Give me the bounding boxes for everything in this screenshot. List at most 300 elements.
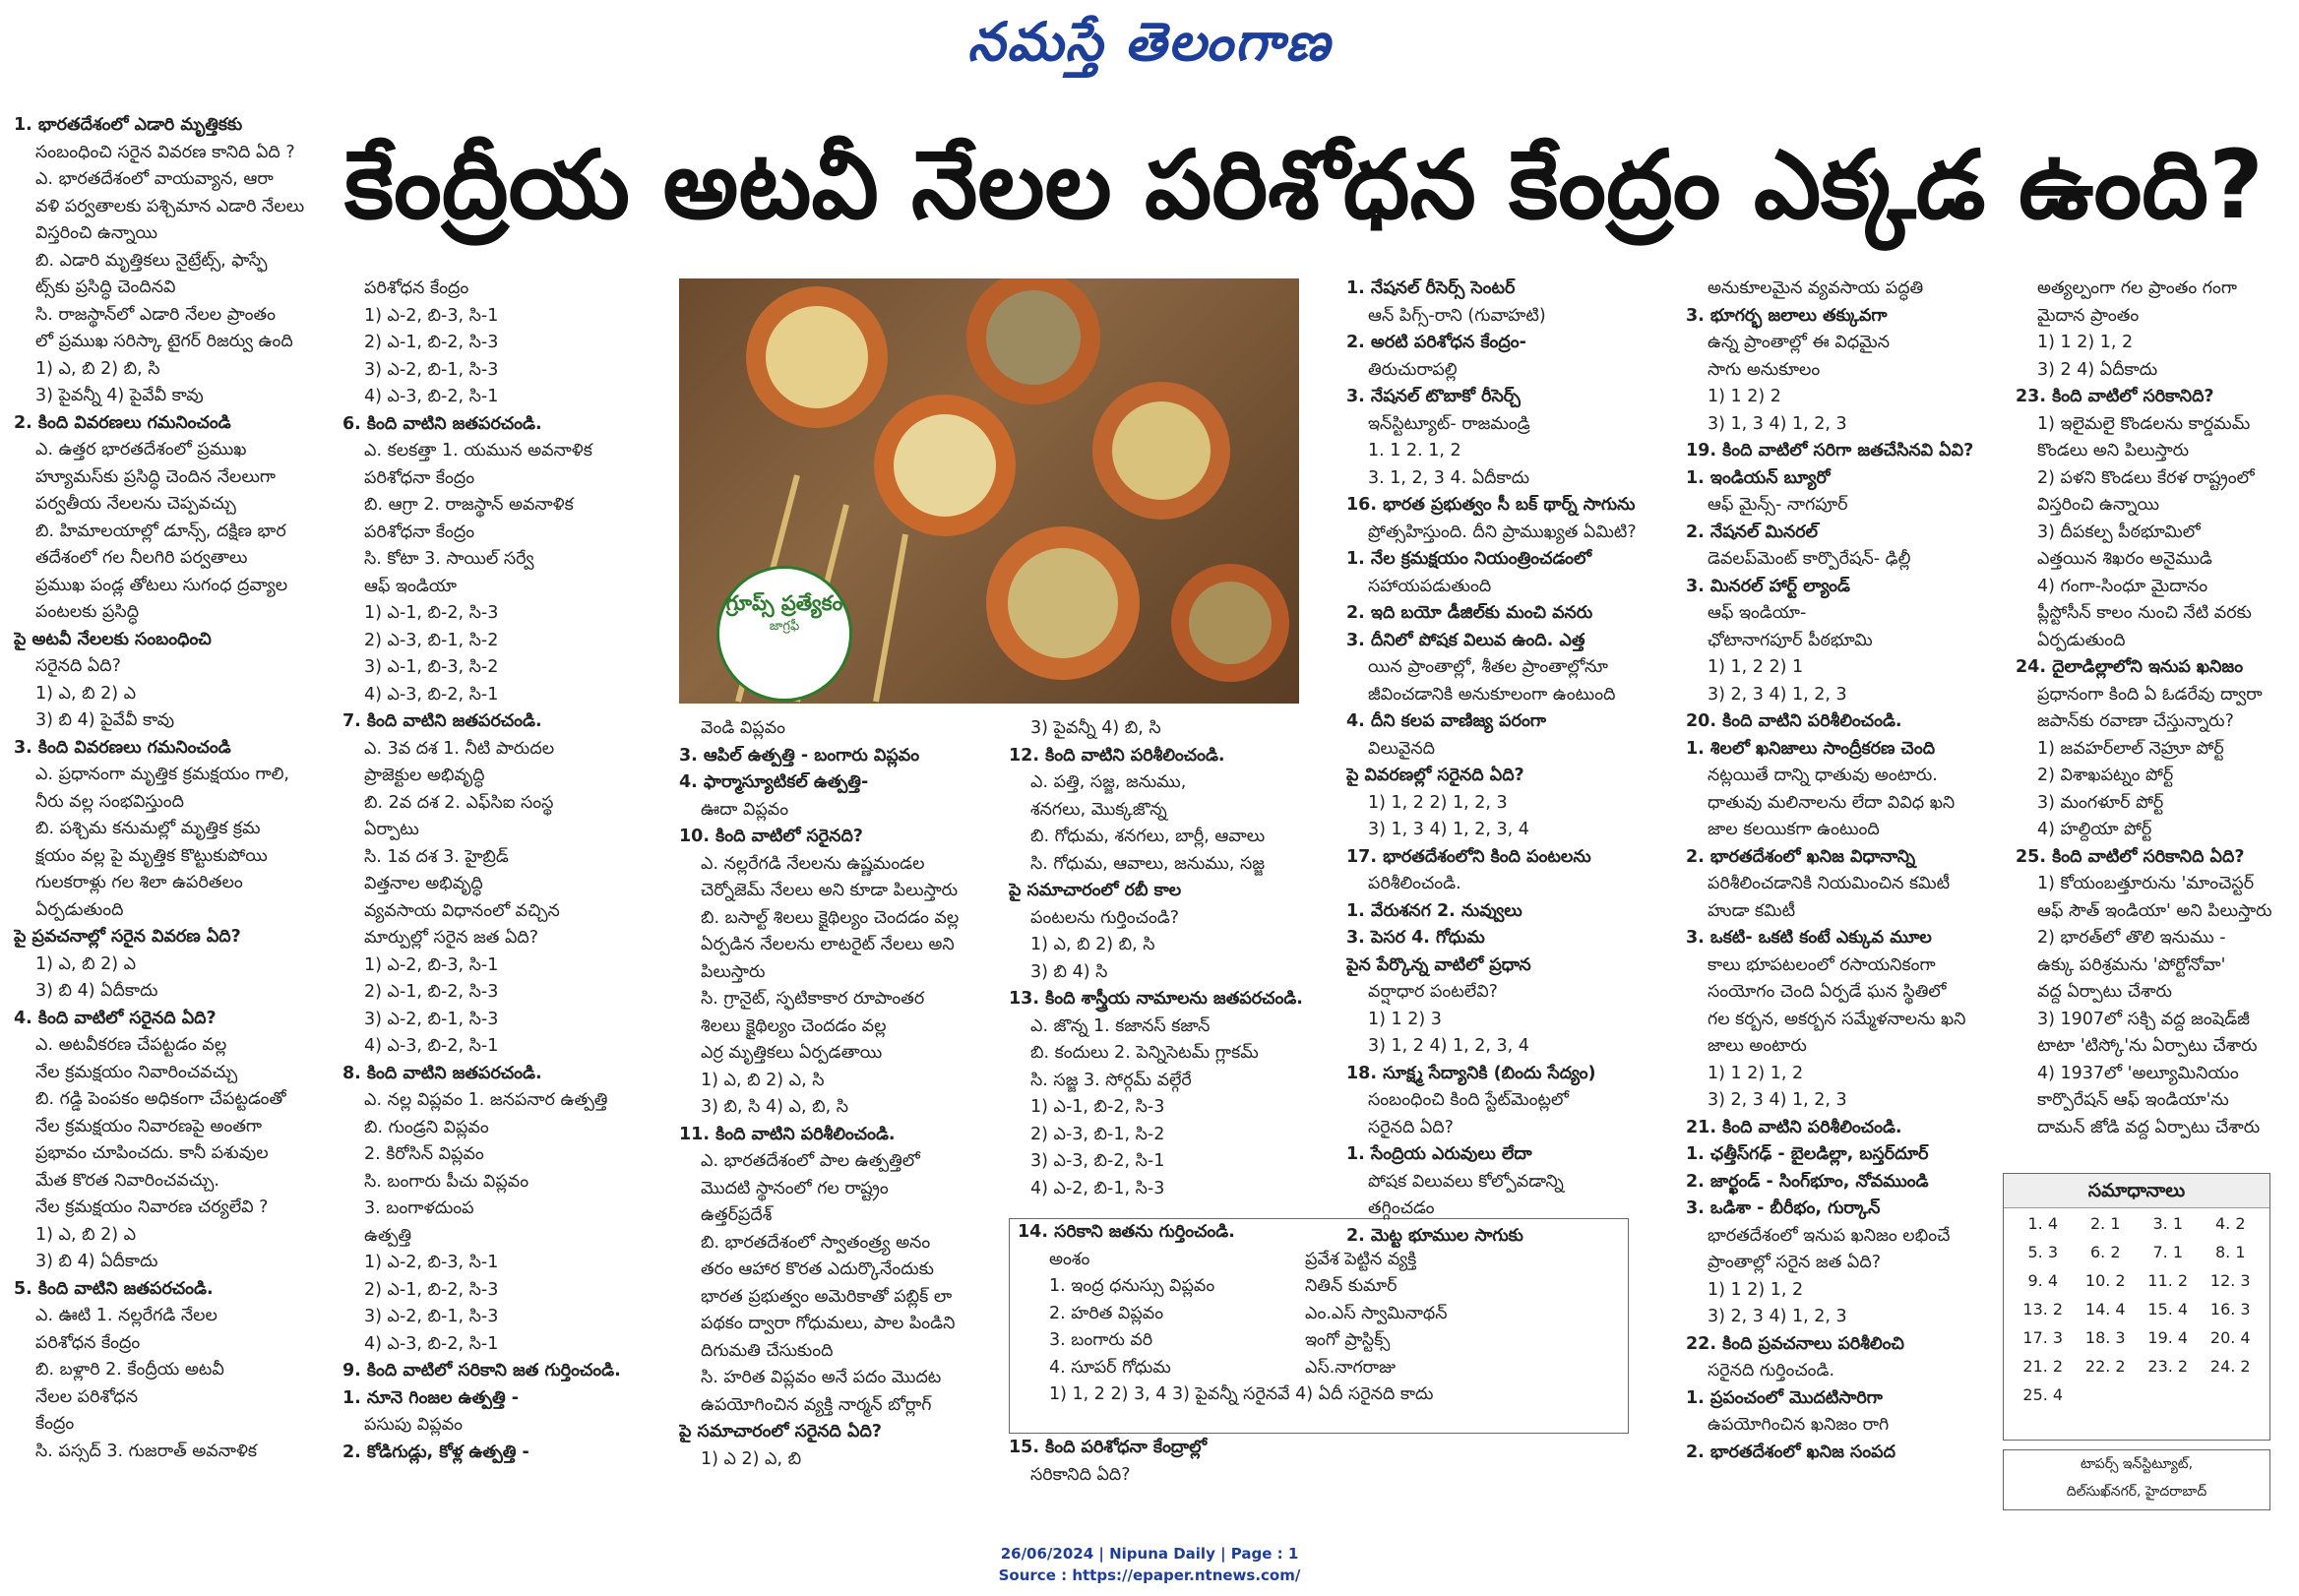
text-line: అత్యల్పంగా గల ప్రాంతం గంగా — [2037, 278, 2237, 298]
q14-header-person: ప్రవేశ పెట్టిన వ్యక్తి — [1305, 1249, 1417, 1269]
text-line: 2. కోడిగుడ్లు, కోళ్ల ఉత్పత్తి - — [342, 1442, 529, 1462]
answer-item: 24. 2 — [2209, 1357, 2251, 1376]
text-line: ప్రోత్సహిస్తుంది. దీని ప్రాముఖ్యత ఏమిటి? — [1368, 522, 1637, 542]
text-line: 1. ప్రపంచంలో మొదటిసారిగా — [1686, 1387, 1883, 1408]
text-line: సి. గ్రానైట్, స్ఫటికాకార రూపాంతర — [701, 989, 925, 1009]
q14-person: నితిన్ కుమార్ — [1305, 1276, 1398, 1296]
text-line: ఎ. జొన్న 1. కజానస్ కజాన్ — [1030, 1015, 1211, 1036]
text-line: వ్యవసాయ విధానంలో వచ్చిన — [364, 900, 560, 921]
answers-grid — [2004, 1208, 2269, 1410]
text-line: 3) 1, 3 4) 1, 2, 3 — [1708, 413, 1847, 434]
text-line: 4) 1937లో 'అల్యూమినియం — [2037, 1063, 2239, 1083]
headline: కేంద్రీయ అటవీ నేలల పరిశోధన కేంద్రం ఎక్కడ ఉంది? — [344, 130, 2264, 240]
text-line: 3) బి, సి 4) ఎ, బి, సి — [701, 1097, 848, 1117]
answer-item: 7. 1 — [2152, 1243, 2184, 1261]
text-line: 2) పళని కొండలు కేరళ రాష్ట్రంలో — [2037, 467, 2255, 488]
text-line: 22. కింది ప్రవచనాలు పరిశీలించి — [1686, 1333, 1904, 1354]
text-line: 1) ఎ, బి 2) ఎ — [35, 683, 137, 704]
text-line: 10. కింది వాటిలో సరైనది? — [679, 827, 863, 846]
text-line: పై సమాచారంలో సరైనది ఏది? — [679, 1422, 882, 1442]
credit-line-2: దిల్‌సుఖ్‌నగర్, హైదరాబాద్ — [2066, 1484, 2207, 1500]
text-line: విస్తరించి ఉన్నాయి — [2037, 495, 2160, 515]
text-line: నట్లయితే దాన్ని ధాతువు అంటారు. — [1708, 766, 1938, 785]
text-line: దిగుమతి చేసుకుంది — [701, 1340, 834, 1361]
text-line: 1) కోయంబత్తూరును 'మాంచెస్టర్ — [2037, 874, 2255, 893]
text-line: బి. కందులు 2. పెన్నిసెటమ్ గ్లాకమ్ — [1030, 1043, 1259, 1063]
text-line: ఉత్తర్‌ప్రదేశ్ — [701, 1205, 773, 1225]
answer-item: 12. 3 — [2209, 1271, 2251, 1290]
text-line: 2) ఎ-1, బి-2, సి-3 — [364, 333, 499, 352]
answer-item: 4. 2 — [2214, 1214, 2246, 1233]
text-line: 2. మెట్ట భూముల సాగుకు — [1346, 1225, 1523, 1246]
text-line: 3. కింది వివరణలు గమనించండి — [14, 737, 231, 758]
q14-topic: 3. బంగారు వరి — [1049, 1330, 1153, 1350]
text-line: చెర్నోజెమ్ నేలలు అని కూడా పిలుస్తారు — [701, 881, 959, 900]
text-line: 3. ఒకటి- ఒకటి కంటే ఎక్కువ మూల — [1686, 928, 1932, 948]
text-line: ఎ. భారతదేశంలో పాల ఉత్పత్తిలో — [701, 1151, 920, 1171]
text-line: 4) ఎ-3, బి-2, సి-1 — [364, 684, 499, 705]
text-line: పరిశీలించండి. — [1368, 874, 1461, 893]
text-line: 16. భారత ప్రభుత్వం సీ బక్ థార్న్ సాగును — [1346, 495, 1636, 515]
groups-special-badge — [716, 566, 852, 702]
text-line: ఛోటానాగపూర్ పీఠభూమి — [1708, 630, 1873, 650]
text-line: భారతదేశంలో ఇనుప ఖనిజం లభించే — [1708, 1225, 1951, 1246]
text-line: 1) ఎ-2, బి-3, సి-1 — [364, 1253, 499, 1272]
answer-item: 25. 4 — [2022, 1385, 2064, 1404]
text-line: 1. 1 2. 1, 2 — [1368, 441, 1461, 460]
text-line: ఆఫ్ ఇండియా — [364, 576, 457, 596]
text-line: ప్రభావం చూపించదు. కానీ పశువుల — [35, 1143, 269, 1163]
text-line: పథకం ద్వారా గోధుమలు, పాల పిండిని — [701, 1314, 956, 1333]
text-line: 5. కింది వాటిని జతపరచండి. — [14, 1278, 214, 1299]
text-line: 1) ఎ-1, బి-2, సి-3 — [364, 603, 499, 623]
text-line: ఆన్ పిగ్స్-రాని (గువాహటి) — [1368, 305, 1546, 326]
text-line: ఉక్కు పరిశ్రమను 'పోర్టోనోవా' — [2037, 954, 2226, 975]
text-line: ఉన్న ప్రాంతాల్లో ఈ విధమైన — [1708, 333, 1890, 352]
text-line: 3) 2 4) ఏదీకాదు — [2037, 359, 2158, 380]
text-line: యిన ప్రాంతాల్లో, శీతల ప్రాంతాల్లోనూ — [1368, 657, 1608, 677]
text-line: 24. దైలాడిల్లాలోని ఇనుప ఖనిజం — [2016, 657, 2244, 677]
text-line: భారత ప్రభుత్వం అమెరికాతో పబ్లిక్ లా — [701, 1286, 953, 1307]
text-line: 3) ఎ-1, బి-3, సి-2 — [364, 657, 499, 677]
text-line: శిలలు క్షైథిల్యం చెందడం వల్ల — [701, 1015, 887, 1036]
text-line: ఎర్ర మృత్తికలు ఏర్పడతాయి — [701, 1043, 883, 1063]
text-line: పర్వతీయ నేలలను చెప్పవచ్చు — [35, 494, 236, 514]
text-line: సంయోగం చెంది ఏర్పడే ఘన స్థితిలో — [1708, 982, 1947, 1002]
text-line: 3) ఎ-3, బి-2, సి-1 — [1030, 1151, 1165, 1171]
text-line: 4. ఫార్మాస్యూటికల్ ఉత్పత్తి- — [679, 772, 869, 792]
column-5 — [1346, 276, 1671, 1488]
answer-item: 10. 2 — [2084, 1271, 2126, 1290]
text-line: నేలల పరిశోధన — [35, 1386, 139, 1407]
text-line: అనుకూలమైన వ్యవసాయ పద్ధతి — [1708, 278, 1924, 298]
text-line: 1) ఎ, బి 2) బి, సి — [35, 358, 160, 379]
text-line: బి. గోధుమ, శనగలు, బార్లీ, ఆవాలు — [1030, 827, 1266, 846]
text-line: 1. నూనె గింజల ఉత్పత్తి - — [342, 1387, 519, 1408]
text-line: 1) ఎ, బి 2) ఎ — [35, 953, 137, 974]
text-line: సహాయపడుతుంది — [1368, 576, 1492, 596]
text-line: పై వివరణల్లో సరైనది ఏది? — [1346, 766, 1524, 785]
text-line: సరికానిది ఏది? — [1030, 1464, 1131, 1485]
text-line: బి. ఆగ్రా 2. రాజస్థాన్ అవనాళిక — [364, 495, 574, 515]
answer-item: 17. 3 — [2022, 1328, 2064, 1347]
answer-item: 19. 4 — [2147, 1328, 2189, 1347]
text-line: 1. వేరుశనగ 2. నువ్వులు — [1346, 900, 1522, 921]
answers-title: సమాధానాలు — [2004, 1174, 2269, 1208]
text-line: 1) ఎ, బి 2) ఎ, సి — [701, 1070, 825, 1090]
text-line: దామన్ జోడి వద్ద ఏర్పాటు చేశారు — [2037, 1117, 2261, 1137]
q14-person: ఇంగో ప్రాస్టిక్స్ — [1305, 1330, 1391, 1350]
text-line: 4. కింది వాటిలో సరైనది ఏది? — [14, 1008, 217, 1028]
answer-item: 21. 2 — [2022, 1357, 2064, 1376]
text-line: తగ్గించడం — [1368, 1198, 1435, 1218]
text-line: 25. కింది వాటిలో సరికానిది ఏది? — [2016, 846, 2245, 867]
text-line: 3) పైవన్నీ 4) బి, సి — [1030, 718, 1161, 738]
text-line: వళి పర్వతాలకు పశ్చిమాన ఎడారి నేలలు — [35, 196, 305, 216]
text-line: 18. సూక్ష్మ సేద్యానికి (బిందు సేద్యం) — [1346, 1063, 1596, 1083]
text-line: 3. భూగర్భ జలాలు తక్కువగా — [1686, 305, 1888, 326]
text-line: 3. పెసర 4. గోధుమ — [1346, 928, 1485, 948]
text-line: పరిశోధనా కేంద్రం — [364, 467, 475, 488]
text-line: కొండలు అని పిలుస్తారు — [2037, 441, 2190, 460]
answer-item: 1. 4 — [2027, 1214, 2059, 1233]
text-line: 19. కింది వాటిలో సరిగా జతచేసినవి ఏవి? — [1686, 441, 1974, 460]
text-line: పంటలను గుర్తించండి? — [1030, 907, 1180, 928]
text-line: ఎ. ప్రధానంగా మృత్తిక క్రమక్షయం గాలి, — [35, 765, 289, 784]
text-line: ఎ. నల్లరేగడి నేలలను ఉష్ణమండల — [701, 853, 925, 874]
text-line: 3. ఆపిల్ ఉత్పత్తి - బంగారు విప్లవం — [679, 745, 920, 766]
text-line: 3. దీనిలో పోషక విలువ ఉంది. ఎత్త — [1346, 630, 1585, 650]
answer-item: 5. 3 — [2027, 1243, 2059, 1261]
text-line: తిరుచురాపల్లి — [1368, 359, 1458, 380]
text-line: ఉత్పత్తి — [364, 1225, 412, 1246]
text-line: 2) ఎ-3, బి-1, సి-2 — [364, 630, 499, 650]
text-line: నేల క్రమక్షయం నివారించవచ్చు — [35, 1062, 238, 1082]
text-line: 3) 2, 3 4) 1, 2, 3 — [1708, 1090, 1847, 1110]
text-line: సంబంధించి కింది స్టేట్‌మెంట్లలో — [1368, 1090, 1569, 1110]
answer-item: 15. 4 — [2147, 1300, 2189, 1319]
text-line: గులకరాళ్లు గల శిలా ఉపరితలం — [35, 873, 243, 892]
text-line: గల కర్బన, అకర్బన సమ్మేళనాలను ఖని — [1708, 1009, 1966, 1029]
text-line: 1) 1 2) 1, 2 — [1708, 1279, 1804, 1300]
text-line: ఆఫ్ ఇండియా- — [1708, 603, 1807, 623]
text-line: నేల క్రమక్షయం నివారణ చర్యలేవి ? — [35, 1197, 269, 1217]
text-line: 1) ఎ-2, బి-3, సి-1 — [364, 954, 499, 975]
text-line: పరిశోధన కేంద్రం — [364, 278, 469, 298]
column-6 — [1686, 276, 2011, 1488]
text-line: 3) 1, 3 4) 1, 2, 3, 4 — [1368, 820, 1529, 839]
text-line: ఏర్పడుతుంది — [35, 899, 124, 920]
q14-person: ఎం.ఎస్ స్వామినాథన్ — [1305, 1303, 1448, 1323]
answer-item: 13. 2 — [2022, 1300, 2064, 1319]
text-line: వెండి విప్లవం — [701, 718, 786, 738]
text-line: 2. భారతదేశంలో ఖనిజ సంపద — [1686, 1442, 1895, 1462]
text-line: ఎ. నల్ల విప్లవం 1. జనపనార ఉత్పత్తి — [364, 1090, 608, 1110]
q14-topic: 1. ఇంద్ర ధనుస్సు విప్లవం — [1049, 1276, 1215, 1296]
text-line: తరం ఆహార కొరత ఎదుర్కొనేందుకు — [701, 1259, 934, 1279]
text-line: ఎ. పత్తి, సజ్జ, జనుము, — [1030, 772, 1187, 792]
text-line: 4. దీని కలప వాణిజ్య పరంగా — [1346, 711, 1546, 731]
text-line: 3) మంగళూర్ పోర్ట్ — [2037, 792, 2164, 813]
text-line: హ్యూమస్‌కు ప్రసిద్ధి చెందిన నేలలుగా — [35, 466, 277, 487]
text-line: 2. నేషనల్ మినరల్ — [1686, 522, 1819, 542]
text-line: 6. కింది వాటిని జతపరచండి. — [342, 413, 542, 434]
answer-item: 18. 3 — [2084, 1328, 2126, 1347]
text-line: ఎ. అటవీకరణ చేపట్టడం వల్ల — [35, 1035, 227, 1055]
text-line: 21. కింది వాటిని పరిశీలించండి. — [1686, 1117, 1902, 1137]
text-line: జీవించడానికి అనుకూలంగా ఉంటుంది — [1368, 684, 1616, 705]
answer-item: 22. 2 — [2084, 1357, 2126, 1376]
text-line: వర్షాధార పంటలేవి? — [1368, 982, 1498, 1002]
institute-credit — [2003, 1449, 2270, 1510]
text-line: 1) 1 2) 2 — [1708, 387, 1781, 406]
text-line: 2) భారత్‌లో తొలి ఇనుము - — [2037, 928, 2226, 948]
text-line: సి. సజ్జ 3. సోర్గమ్ వల్గేరే — [1030, 1070, 1192, 1090]
text-line: బి. 2వ దశ 2. ఎఫ్‌సిఐ సంస్థ — [364, 792, 554, 813]
text-line: 3. బంగాళదుంప — [364, 1198, 474, 1218]
text-line: 3) బి 4) ఏదీకాదు — [35, 1252, 158, 1271]
text-line: ఇన్‌స్టిట్యూట్- రాజమండ్రి — [1368, 413, 1530, 434]
text-line: ఆఫ్ మైన్స్- నాగపూర్ — [1708, 495, 1848, 515]
text-line: 23. కింది వాటిలో సరికానిది? — [2016, 387, 2214, 406]
text-line: ఉపయోగించిన ఖనిజం రాగి — [1708, 1415, 1890, 1435]
text-line: 1) ఎ-2, బి-3, సి-1 — [364, 305, 499, 326]
text-line: ప్రాంతాల్లో సరైన జత ఏది? — [1708, 1253, 1881, 1272]
text-line: సి. కోటా 3. సాయిల్ సర్వే — [364, 549, 534, 569]
text-line: సి. రాజస్థాన్‌లో ఎడారి నేలల ప్రాంతం — [35, 304, 276, 325]
text-line: 3. నేషనల్ టొబాకో రీసెర్చ్ — [1346, 387, 1521, 406]
text-line: 3) 2, 3 4) 1, 2, 3 — [1708, 684, 1847, 705]
text-line: సి. పస్సద్ 3. గుజరాత్ అవనాళిక — [35, 1441, 258, 1461]
text-line: పరిశీలించడానికి నియమించిన కమిటీ — [1708, 874, 1951, 893]
q14-options: 1) 1, 2 2) 3, 4 3) పైవన్నీ సరైనవే 4) ఏదీ సరైనది కాదు — [1049, 1384, 1434, 1404]
text-line: 1) ఎ 2) ఎ, బి — [701, 1448, 802, 1469]
text-line: 3. ఒడిశా - బీరీభం, గుర్కాన్ — [1686, 1198, 1881, 1218]
column-3 — [679, 715, 1004, 1488]
text-line: 2. జార్ఖండ్ - సింగ్‌భూం, నోవముండి — [1686, 1171, 1929, 1192]
text-line: ఆఫ్ సౌత్ ఇండియా' అని పిలుస్తారు — [2037, 900, 2272, 921]
text-line: 1. భారతదేశంలో ఎడారి మృత్తికకు — [14, 115, 243, 135]
text-line: 2) ఎ-3, బి-1, సి-2 — [1030, 1124, 1165, 1144]
text-line: పసుపు విప్లవం — [364, 1415, 464, 1435]
text-line: 1. శిలలో ఖనిజాలు సాంద్రీకరణ చెంది — [1686, 738, 1936, 759]
text-line: 2. భారతదేశంలో ఖనిజ విధానాన్ని — [1686, 846, 1915, 867]
text-line: ఎ. ఊటి 1. నల్లరేగడి నేలల — [35, 1306, 217, 1325]
column-2 — [342, 276, 667, 1486]
text-line: బి. గుండ్రని విప్లవం — [364, 1117, 489, 1137]
text-line: 3) ఎ-2, బి-1, సి-3 — [364, 1307, 499, 1326]
text-line: 1) 1 2) 1, 2 — [2037, 333, 2134, 352]
text-line: బి. గడ్డి పెంపకం అధికంగా చేపట్టడంతో — [35, 1089, 286, 1109]
column-7 — [2016, 276, 2291, 1161]
text-line: ట్స్‌కు ప్రసిద్ధి చెందినవి — [35, 277, 176, 297]
answer-item: 20. 4 — [2209, 1328, 2251, 1347]
q14-topic: 2. హరిత విప్లవం — [1049, 1303, 1164, 1323]
text-line: బి. హిమాలయాల్లో డూన్స్, దక్షిణ భార — [35, 521, 286, 541]
text-line: 12. కింది వాటిని పరిశీలించండి. — [1009, 745, 1225, 766]
text-line: బి. ఎడారి మృత్తికలు నైట్రేట్స్, ఫాస్ఫే — [35, 250, 268, 271]
text-line: పై సమాచారంలో రబీ కాల — [1009, 881, 1182, 900]
text-line: పై అటవీ నేలలకు సంబంధించి — [14, 629, 212, 649]
text-line: సాగు అనుకూలం — [1708, 359, 1821, 380]
text-line: సి. గోధుమ, ఆవాలు, జనుము, సజ్జ — [1030, 853, 1266, 874]
text-line: ధాతువు మలినాలను లేదా వివిధ ఖని — [1708, 792, 1956, 813]
text-line: సరైనది గుర్తించండి. — [1708, 1361, 1835, 1381]
text-line: సి. హరిత విప్లవం అనే పదం మొదట — [701, 1368, 942, 1387]
text-line: మేత కొరత నివారించవచ్చు. — [35, 1170, 219, 1191]
text-line: 1) జవహర్‌లాల్ నెహ్రూ పోర్ట్ — [2037, 738, 2224, 759]
text-line: 8. కింది వాటిని జతపరచండి. — [342, 1063, 542, 1083]
answer-item: 23. 2 — [2147, 1357, 2189, 1376]
text-line: హుడా కమిటీ — [1708, 900, 1796, 921]
text-line: 1) ఎ-1, బి-2, సి-3 — [1030, 1097, 1165, 1117]
answer-item: 6. 2 — [2089, 1243, 2121, 1261]
text-line: జపాన్‌కు రవాణా చేస్తున్నారు? — [2037, 711, 2234, 731]
text-line: నేల క్రమక్షయం నివారణపై అంతగా — [35, 1116, 263, 1136]
text-line: కేంద్రం — [35, 1414, 75, 1434]
text-line: 1) ఇలైమలై కొండలను కార్డమమ్ — [2037, 413, 2251, 434]
text-line: 1. ఛత్తీస్‌గఢ్ - బైలడిల్లా, బస్తర్‌దూర్ — [1686, 1144, 1929, 1164]
badge-title: గ్రూప్స్ ప్రత్యేకం — [725, 591, 843, 615]
text-line: క్షయం వల్ల పై మృత్తిక కొట్టుకుపోయి — [35, 845, 268, 866]
text-line: ఏర్పడిన నేలలను లాటరైట్ నేలలు అని — [701, 935, 955, 954]
text-line: 2) ఎ-1, బి-2, సి-3 — [364, 1279, 499, 1300]
text-line: 9. కింది వాటిలో సరికాని జత గుర్తించండి. — [342, 1361, 621, 1381]
text-line: ప్రముఖ పండ్ల తోటలు సుగంధ ద్రవ్యాల — [35, 575, 288, 595]
text-line: మార్పుల్లో సరైన జత ఏది? — [364, 928, 539, 948]
text-line: ప్రధానంగా కింది ఏ ఓడరేవు ద్వారా — [2037, 684, 2263, 705]
masthead-logo: నమస్తే తెలంగాణ — [967, 10, 1332, 73]
text-line: నీరు వల్ల సంభవిస్తుంది — [35, 791, 184, 812]
text-line: జాలు అంటారు — [1708, 1036, 1807, 1056]
q14-title: 14. సరికాని జతను గుర్తించండి. — [1018, 1222, 1235, 1242]
text-line: 3) బి 4) సి — [1030, 961, 1108, 982]
answer-item: 9. 4 — [2027, 1271, 2059, 1290]
text-line: 4) ఎ-3, బి-2, సి-1 — [364, 1333, 499, 1354]
answer-item: 11. 2 — [2147, 1271, 2189, 1290]
text-line: ఊదా విప్లవం — [701, 799, 789, 820]
q14-topic: 4. సూపర్ గోధుమ — [1049, 1357, 1171, 1378]
text-line: బి. పశ్చిమ కనుమల్లో మృత్తిక క్రమ — [35, 819, 261, 838]
text-line: 20. కింది వాటిని పరిశీలించండి. — [1686, 711, 1902, 731]
text-line: 4) హల్దియా పోర్ట్ — [2037, 820, 2152, 839]
badge-subtitle: జాగ్రఫీ — [769, 619, 800, 634]
text-line: ప్లీస్టోసీన్ కాలం నుంచి నేటి వరకు — [2037, 603, 2252, 623]
text-line: 1) ఎ, బి 2) బి, సి — [1030, 935, 1155, 954]
q14-person: ఎస్.నాగరాజు — [1305, 1357, 1397, 1378]
text-line: ఎ. 3వ దశ 1. నీటి పారుదల — [364, 738, 555, 759]
text-line: 1) 1, 2 2) 1, 2, 3 — [1368, 792, 1508, 813]
text-line: 4) ఎ-2, బి-1, సి-3 — [1030, 1178, 1165, 1198]
answer-item: 8. 1 — [2214, 1243, 2246, 1261]
text-line: 13. కింది శాస్త్రీయ నామాలను జతపరచండి. — [1009, 989, 1303, 1009]
text-line: మైదాన ప్రాంతం — [2037, 305, 2140, 326]
text-line: 2) ఎ-1, బి-2, సి-3 — [364, 982, 499, 1002]
text-line: 2. ఇది బయో డీజిల్‌కు మంచి వనరు — [1346, 603, 1593, 623]
answer-item: 14. 4 — [2084, 1300, 2126, 1319]
text-line: 1) ఎ, బి 2) ఎ — [35, 1224, 137, 1245]
text-line: ఎ. ఉత్తర భారతదేశంలో ప్రముఖ — [35, 440, 247, 460]
text-line: జాల కలయికగా ఉంటుంది — [1708, 820, 1880, 839]
text-line: 2. కింది వివరణలు గమనించండి — [14, 412, 231, 433]
text-line: 3) ఎ-2, బి-1, సి-3 — [364, 359, 499, 380]
credit-line-1: టాపర్స్ ఇన్‌స్టిట్యూట్, — [2080, 1456, 2194, 1472]
text-line: విత్తనాల అభివృద్ధి — [364, 874, 483, 893]
answer-item: 2. 1 — [2089, 1214, 2121, 1233]
text-line: 3) పైవన్నీ 4) పైవేవీ కావు — [35, 386, 204, 405]
text-line: ఏర్పడుతుంది — [2037, 630, 2126, 650]
text-line: పరిశోధన కేంద్రం — [35, 1332, 141, 1353]
text-line: 4) ఎ-3, బి-2, సి-1 — [364, 387, 499, 406]
text-line: ఎ. కలకత్తా 1. యమున అవనాళిక — [364, 441, 592, 460]
text-line: 3) దీపకల్ప పీఠభూమిలో — [2037, 522, 2201, 542]
text-line: వద్ద ఏర్పాటు చేశారు — [2037, 982, 2172, 1002]
text-line: బి. భారతదేశంలో స్వాతంత్ర్య అనం — [701, 1232, 931, 1253]
text-line: సి. 1వ దశ 3. హైబ్రిడ్ — [364, 846, 509, 867]
text-line: 7. కింది వాటిని జతపరచండి. — [342, 711, 542, 731]
text-line: సరైనది ఏది? — [35, 656, 121, 676]
text-line: డెవలప్‌మెంట్ కార్పొరేషన్- ఢిల్లీ — [1708, 549, 1911, 569]
text-line: 3) బి 4) పైవేవీ కావు — [35, 710, 175, 730]
page-footer — [0, 1543, 2299, 1586]
q14-header-topic: అంశం — [1049, 1249, 1090, 1269]
answer-item: 3. 1 — [2152, 1214, 2184, 1233]
text-line: పంటలకు ప్రసిద్ధి — [35, 602, 140, 622]
text-line: 1) 1, 2 2) 1 — [1708, 657, 1804, 677]
text-line: ఎ. భారతదేశంలో వాయవ్యాన, ఆరా — [35, 169, 274, 189]
text-line: సంబంధించి సరైన వివరణ కానిది ఏది ? — [35, 142, 295, 162]
text-line: 1. నేషనల్ రీసెర్స్ సెంటర్ — [1346, 278, 1516, 298]
text-line: టాటా 'టిస్కో'ను ఏర్పాటు చేశారు — [2037, 1036, 2258, 1056]
text-line: పైన పేర్కొన్న వాటిలో ప్రధాన — [1346, 954, 1531, 975]
text-line: 1. ఇండియన్ బ్యూరో — [1686, 467, 1831, 488]
text-line: కాలు భూపటలంలో రసాయనికంగా — [1708, 954, 1936, 975]
text-line: ఉపయోగించిన వ్యక్తి నార్మన్ బోర్లాగ్ — [701, 1394, 932, 1415]
text-line: 1) 1 2) 3 — [1368, 1009, 1442, 1029]
text-line: 4) ఎ-3, బి-2, సి-1 — [364, 1036, 499, 1056]
footer-date-line: 26/06/2024 | Nipuna Daily | Page : 1 — [1000, 1545, 1299, 1563]
footer-source-line: Source : https://epaper.ntnews.com/ — [998, 1566, 1301, 1584]
text-line: విలువైనది — [1368, 738, 1435, 759]
text-line: 3. మినరల్ హార్ట్ ల్యాండ్ — [1686, 576, 1850, 596]
text-line: 3) బి 4) ఏదీకాదు — [35, 981, 158, 1001]
text-line: పై ప్రవచనాల్లో సరైన వివరణ ఏది? — [14, 927, 241, 947]
text-line: 15. కింది పరిశోధనా కేంద్రాల్లో — [1009, 1438, 1208, 1457]
answers-box — [2003, 1173, 2270, 1441]
text-line: 1) 1 2) 1, 2 — [1708, 1063, 1804, 1083]
text-line: 2) విశాఖపట్నం పోర్ట్ — [2037, 766, 2174, 785]
text-line: సరైనది ఏది? — [1368, 1117, 1454, 1137]
text-line: 17. భారతదేశంలోని కింది పంటలను — [1346, 846, 1591, 867]
text-line: తదేశంలో గల నీలగిరి పర్వతాలు — [35, 548, 248, 568]
text-line: 11. కింది వాటిని పరిశీలించండి. — [679, 1124, 896, 1144]
text-line: 3) 1, 2 4) 1, 2, 3, 4 — [1368, 1036, 1529, 1056]
text-line: 2. అరటి పరిశోధన కేంద్రం- — [1346, 333, 1526, 352]
text-line: 3) ఎ-2, బి-1, సి-3 — [364, 1009, 499, 1029]
text-line: 1. నేల క్రమక్షయం నియంత్రించడంలో — [1346, 549, 1592, 569]
text-line: బి. బళ్లారి 2. కేంద్రీయ అటవీ — [35, 1360, 224, 1380]
text-line: 3) 1907లో సక్చి వద్ద జంషెడ్‌జీ — [2037, 1009, 2250, 1029]
text-line: 3. 1, 2, 3 4. ఏదీకాదు — [1368, 467, 1530, 488]
text-line: 3) 2, 3 4) 1, 2, 3 — [1708, 1307, 1847, 1326]
text-line: 1. సేంద్రియ ఎరువులు లేదా — [1346, 1144, 1532, 1164]
column-4 — [1009, 715, 1334, 1212]
text-line: ప్రాజెక్టుల అభివృద్ధి — [364, 766, 485, 785]
text-line: శనగలు, మొక్కజొన్న — [1030, 799, 1167, 820]
text-line: మొదటి స్థానంలో గల రాష్ట్రం — [701, 1178, 889, 1198]
text-line: బి. బసాల్ట్ శిలలు క్షైథిల్యం చెందడం వల్ల — [701, 907, 960, 928]
text-line: సి. బంగారు పీచు విప్లవం — [364, 1171, 529, 1192]
